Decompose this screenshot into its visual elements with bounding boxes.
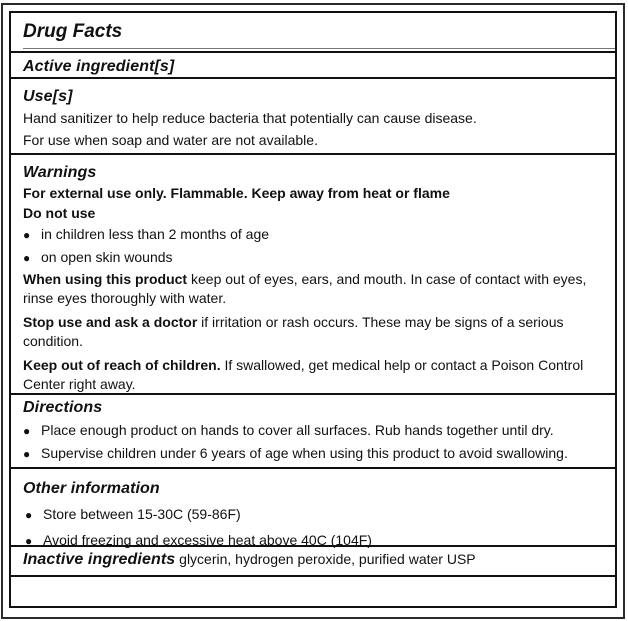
uses-heading: Use[s] xyxy=(23,88,73,105)
title-rule xyxy=(23,48,615,49)
inactive-ingredients-section xyxy=(11,545,615,577)
inactive-ingredients-heading: Inactive ingredients xyxy=(23,551,176,568)
bullet-icon: ● xyxy=(23,228,31,242)
drug-facts-panel xyxy=(9,11,617,608)
bullet-icon: ● xyxy=(25,508,33,522)
uses-line: For use when soap and water are not available. xyxy=(23,132,318,148)
keep-out-text: If swallowed, get medical help or contact a Poison Control Center right away. xyxy=(23,357,584,392)
do-not-use-label: Do not use xyxy=(23,205,96,221)
external-use-warning: For external use only. Flammable. Keep away from heat or flame xyxy=(23,185,450,201)
list-item-text: Place enough product on hands to cover all surfaces. Rub hands together until dry. xyxy=(41,422,554,438)
uses-line: Hand sanitizer to help reduce bacteria that potentially can cause disease. xyxy=(23,110,477,126)
list-item xyxy=(23,503,603,526)
list-item xyxy=(23,442,603,465)
when-using-lead: When using this product xyxy=(23,271,188,287)
directions-heading: Directions xyxy=(23,399,103,416)
inactive-ingredients-text: glycerin, hydrogen peroxide, purified water USP xyxy=(175,551,476,567)
stop-use-paragraph xyxy=(23,313,603,351)
list-item-text: in children less than 2 months of age xyxy=(41,226,270,242)
when-using-text: keep out of eyes, ears, and mouth. In case of contact with eyes, rinse eyes thoroughly with water. xyxy=(23,271,587,306)
bullet-icon: ● xyxy=(23,251,31,265)
keep-out-paragraph xyxy=(23,356,603,394)
list-item xyxy=(23,223,603,246)
warnings-heading: Warnings xyxy=(23,164,97,181)
active-ingredients-heading: Active ingredient[s] xyxy=(23,58,175,75)
warnings-section xyxy=(11,153,615,396)
list-item xyxy=(23,419,603,442)
drug-facts-title: Drug Facts xyxy=(23,21,123,42)
list-item-text: Supervise children under 6 years of age when using this product to avoid swallowing. xyxy=(41,445,568,461)
inactive-ingredients-line xyxy=(23,550,603,570)
list-item-text: Store between 15-30C (59-86F) xyxy=(43,506,241,522)
stop-use-lead: Stop use and ask a doctor xyxy=(23,314,198,330)
bullet-icon: ● xyxy=(23,424,31,438)
list-item xyxy=(23,246,603,269)
bullet-icon: ● xyxy=(23,447,31,461)
list-item-text: Avoid freezing and excessive heat above 40C (104F) xyxy=(43,532,372,548)
stop-use-text: if irritation or rash occurs. These may be signs of a serious condition. xyxy=(23,314,564,349)
active-ingredients-section xyxy=(11,51,615,79)
list-item-text: on open skin wounds xyxy=(41,249,173,265)
when-using-paragraph xyxy=(23,270,603,308)
keep-out-lead: Keep out of reach of children. xyxy=(23,357,221,373)
other-information-section xyxy=(11,467,615,547)
empty-section xyxy=(11,575,615,606)
directions-section xyxy=(11,393,615,469)
uses-section xyxy=(11,77,615,155)
other-information-heading: Other information xyxy=(23,480,160,497)
bullet-icon: ● xyxy=(25,534,33,548)
